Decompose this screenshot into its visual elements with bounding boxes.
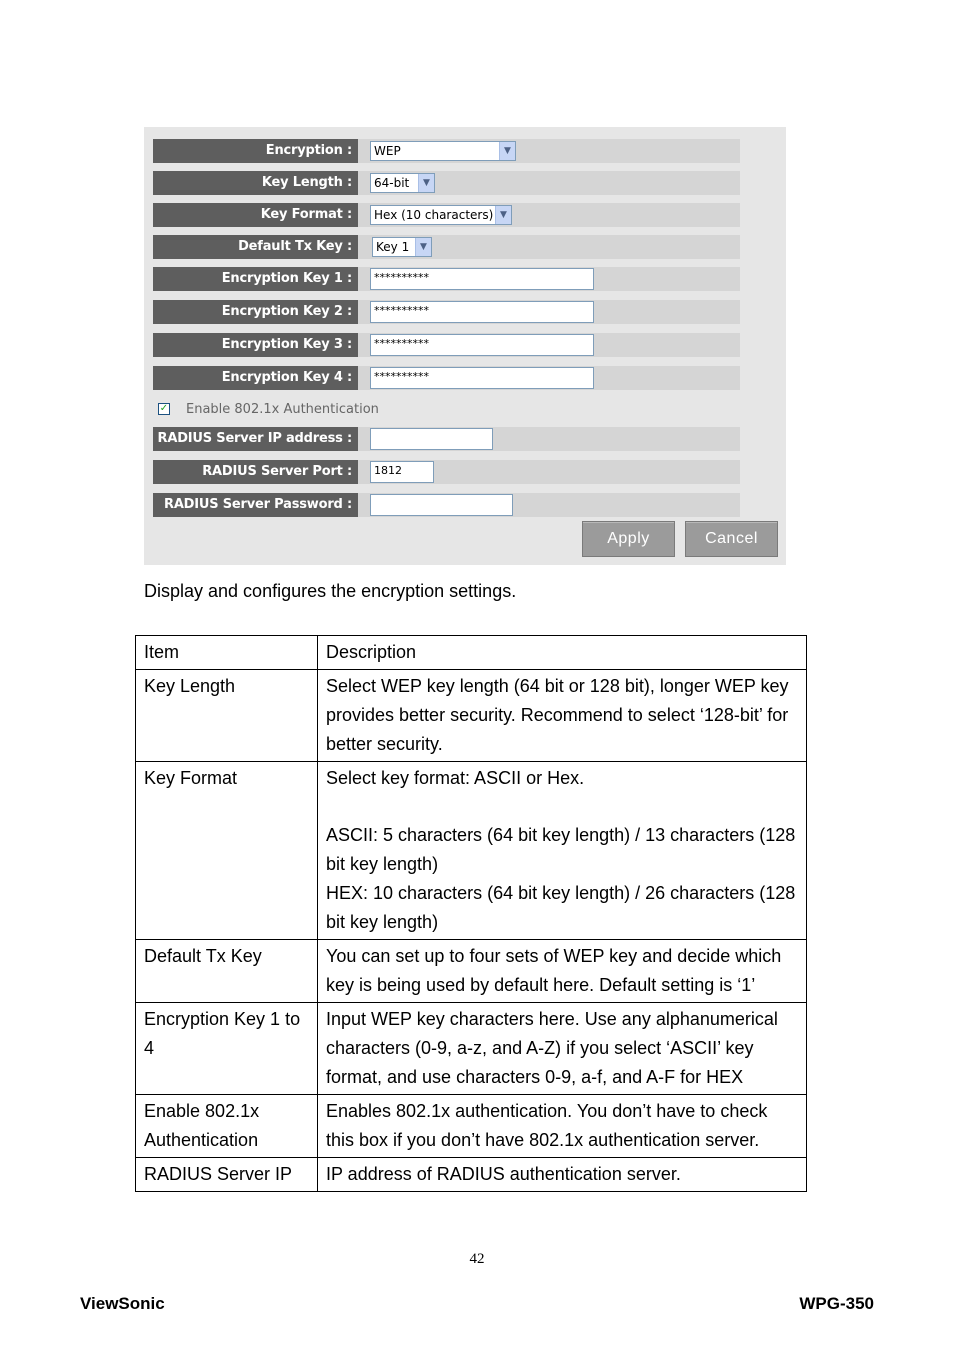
enable-8021x-checkbox[interactable]: ✓	[159, 403, 169, 414]
radius-ip-label: RADIUS Server IP address :	[153, 427, 358, 451]
radius-ip-input[interactable]	[370, 428, 493, 450]
table-row	[136, 940, 807, 1003]
table-row	[136, 670, 807, 762]
page-number: 42	[469, 1251, 485, 1267]
encryption-key-2-label: Encryption Key 2 :	[153, 300, 358, 324]
row-description	[318, 670, 807, 762]
encryption-label: Encryption :	[153, 139, 358, 163]
encryption-key-4-label: Encryption Key 4 :	[153, 366, 358, 390]
key-length-label: Key Length :	[153, 171, 358, 195]
radius-port-row	[153, 460, 740, 484]
radius-port-label: RADIUS Server Port :	[153, 460, 358, 484]
encryption-key-3-input[interactable]: **********	[370, 334, 594, 356]
key-format-row	[153, 203, 740, 227]
radius-ip-row	[153, 427, 740, 451]
table-row	[136, 762, 807, 940]
chevron-down-icon: ▼	[418, 174, 434, 192]
enable-8021x-label: Enable 802.1x Authentication	[186, 402, 379, 417]
footer-brand: ViewSonic	[80, 1294, 165, 1313]
row-description	[318, 762, 807, 940]
default-tx-key-row	[153, 235, 740, 259]
cancel-button[interactable]: Cancel	[685, 521, 778, 557]
encryption-key-1-label: Encryption Key 1 :	[153, 267, 358, 291]
table-header-row	[136, 636, 807, 670]
desc-line: Select WEP key length (64 bit or 128 bit), longer WEP key provides better security. Recommend to select ‘128-bit’ for better security.	[326, 676, 789, 754]
chevron-down-icon: ▼	[415, 238, 431, 256]
encryption-key-4-row	[153, 366, 740, 390]
encryption-key-1-row	[153, 267, 740, 291]
encryption-settings-panel	[144, 127, 786, 565]
row-description	[318, 1003, 807, 1095]
encryption-key-1-input[interactable]: **********	[370, 268, 594, 290]
desc-line: Enables 802.1x authentication. You don’t have to check this box if you don’t have 802.1x authentication server.	[326, 1101, 768, 1150]
radius-port-input[interactable]: 1812	[370, 461, 434, 483]
row-description	[318, 940, 807, 1003]
chevron-down-icon: ▼	[499, 142, 515, 160]
apply-button[interactable]: Apply	[582, 521, 675, 557]
row-item: Enable 802.1x Authentication	[136, 1095, 318, 1158]
row-description	[318, 1158, 807, 1192]
desc-line: You can set up to four sets of WEP key and decide which key is being used by default here. Default setting is ‘1’	[326, 946, 782, 995]
row-item: Key Format	[136, 762, 318, 940]
table-row	[136, 1158, 807, 1192]
row-item: Default Tx Key	[136, 940, 318, 1003]
caption: Display and configures the encryption settings.	[144, 581, 517, 601]
table-row	[136, 1095, 807, 1158]
header-description: Description	[318, 636, 807, 670]
header-item: Item	[136, 636, 318, 670]
desc-line: IP address of RADIUS authentication server.	[326, 1164, 681, 1184]
key-format-value: Hex (10 characters)	[374, 208, 494, 222]
encryption-key-2-input[interactable]: **********	[370, 301, 594, 323]
key-format-select[interactable]	[370, 205, 512, 225]
default-tx-key-select[interactable]	[372, 237, 432, 257]
encryption-key-4-input[interactable]: **********	[370, 367, 594, 389]
encryption-row	[153, 139, 740, 163]
radius-password-row	[153, 493, 740, 517]
encryption-select[interactable]	[370, 141, 516, 161]
row-item: Encryption Key 1 to 4	[136, 1003, 318, 1095]
encryption-key-3-label: Encryption Key 3 :	[153, 333, 358, 357]
row-item: Key Length	[136, 670, 318, 762]
desc-line: HEX: 10 characters (64 bit key length) / 26 characters (128 bit key length)	[326, 883, 796, 932]
radius-password-label: RADIUS Server Password :	[153, 493, 358, 517]
desc-line: Input WEP key characters here. Use any alphanumerical characters (0-9, a-z, and A-Z) if you select ‘ASCII’ key format, and use characters 0-9, a-f, and A-F for HEX	[326, 1009, 778, 1087]
default-tx-key-value: Key 1	[376, 240, 410, 254]
default-tx-key-label: Default Tx Key :	[153, 235, 358, 259]
row-description	[318, 1095, 807, 1158]
desc-line: ASCII: 5 characters (64 bit key length) / 13 characters (128 bit key length)	[326, 825, 796, 874]
row-item: RADIUS Server IP	[136, 1158, 318, 1192]
description-table	[135, 635, 807, 1192]
encryption-key-3-row	[153, 333, 740, 357]
key-format-label: Key Format :	[153, 203, 358, 227]
key-length-value: 64-bit	[374, 176, 410, 190]
footer-model: WPG-350	[799, 1294, 874, 1313]
table-row	[136, 1003, 807, 1095]
key-length-select[interactable]	[370, 173, 435, 193]
chevron-down-icon: ▼	[495, 206, 511, 224]
key-length-row	[153, 171, 740, 195]
encryption-value: WEP	[374, 144, 401, 158]
radius-password-input[interactable]	[370, 494, 513, 516]
desc-line: Select key format: ASCII or Hex.	[326, 768, 585, 788]
encryption-key-2-row	[153, 300, 740, 324]
